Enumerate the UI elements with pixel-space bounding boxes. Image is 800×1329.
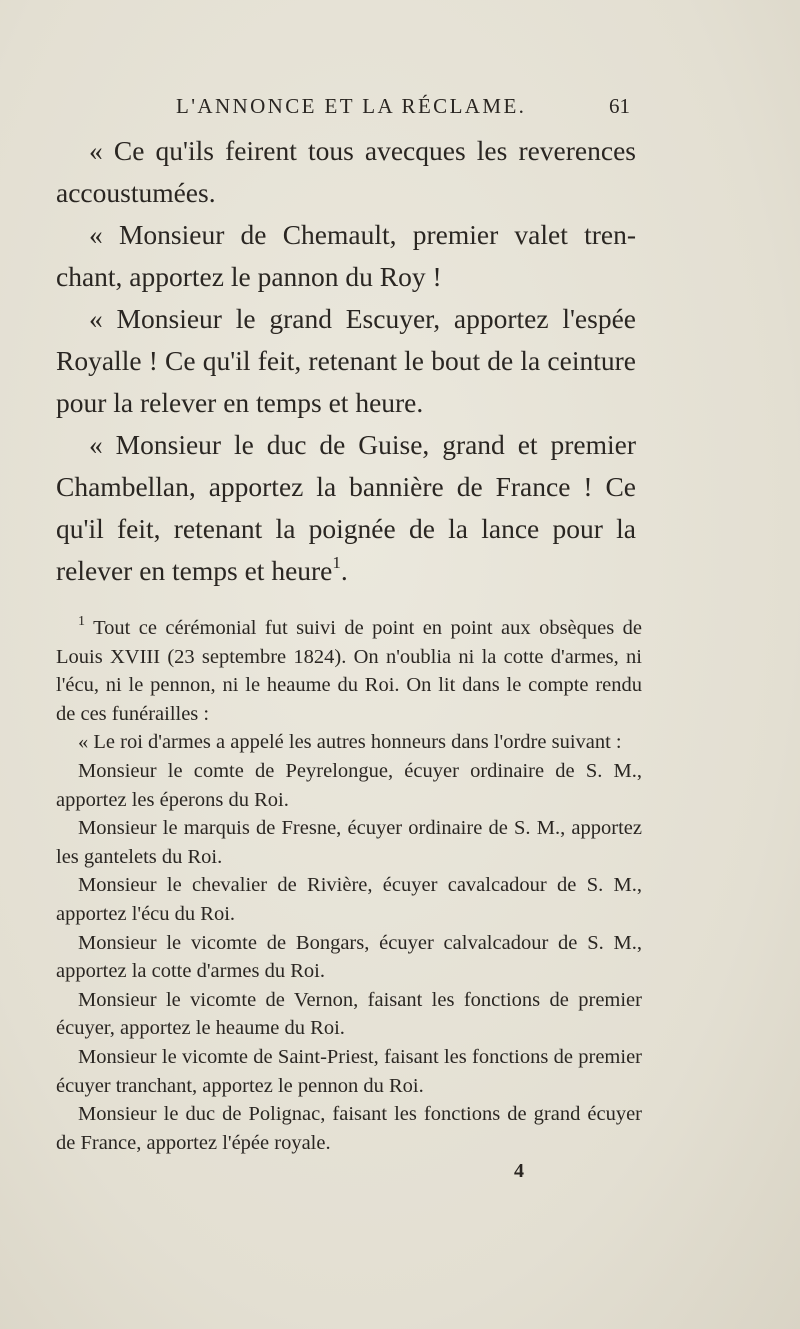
footnote-reference: 1 (332, 553, 341, 572)
main-text (56, 130, 636, 592)
signature-mark: 4 (514, 1160, 524, 1182)
running-head-title: L'ANNONCE ET LA RÉCLAME. (176, 94, 527, 118)
main-paragraph-end: . (340, 555, 348, 586)
footnote-paragraph: Monsieur le vicomte de Saint-Priest, faisant les fonctions de premier écuyer tranchant, apportez le pennon du Roi. (56, 1045, 642, 1097)
footnote-text: Tout ce cérémonial fut suivi de point en point aux obsèques de Louis XVIII (23 septembre 1824). On n'oublia ni la cotte d'armes, ni l'écu, ni le pennon, ni le heaume du Roi. On lit dans le compte rendu de ces funérailles : (56, 617, 642, 725)
main-paragraph-text: « Monsieur le duc de Guise, grand et premier Chambellan, apportez la bannière de France ! Ce qu'il feit, retenant la poignée de la lance pour la relever en temps et heure (56, 429, 636, 586)
main-paragraph-last (56, 424, 636, 592)
footnote-paragraph: Monsieur le comte de Peyrelongue, écuyer ordinaire de S. M., apportez les éperons du Roi. (56, 759, 642, 811)
footnote-paragraph: Monsieur le vicomte de Bongars, écuyer calvalcadour de S. M., apportez la cotte d'armes du Roi. (56, 931, 642, 983)
main-paragraph: « Monsieur de Chemault, premier valet trenchant, apportez le pannon du Roy ! (56, 219, 636, 292)
main-paragraph: « Ce qu'ils feirent tous avecques les reverences accoustumées. (56, 135, 636, 208)
footnote-paragraph: Monsieur le chevalier de Rivière, écuyer cavalcadour de S. M., apportez l'écu du Roi. (56, 874, 642, 925)
footnote-paragraph (56, 614, 642, 728)
footnotes (56, 614, 642, 1157)
footnote-paragraph: Monsieur le duc de Polignac, faisant les fonctions de grand écuyer de France, apportez l'épée royale. (56, 1103, 642, 1154)
footnote-paragraph: « Le roi d'armes a appelé les autres honneurs dans l'ordre suivant : (78, 731, 622, 754)
footnote-paragraph: Monsieur le marquis de Fresne, écuyer ordinaire de S. M., apportez les gantelets du Roi. (56, 817, 642, 868)
main-paragraph: « Monsieur le grand Escuyer, apportez l'espée Royalle ! Ce qu'il feit, retenant le bout de la ceinture pour la relever en temps et heure. (56, 303, 636, 418)
footnote-marker: 1 (78, 614, 85, 629)
footnote-paragraph: Monsieur le vicomte de Vernon, faisant les fonctions de premier écuyer, apportez le heaume du Roi. (56, 988, 642, 1040)
page-number: 61 (609, 94, 630, 118)
